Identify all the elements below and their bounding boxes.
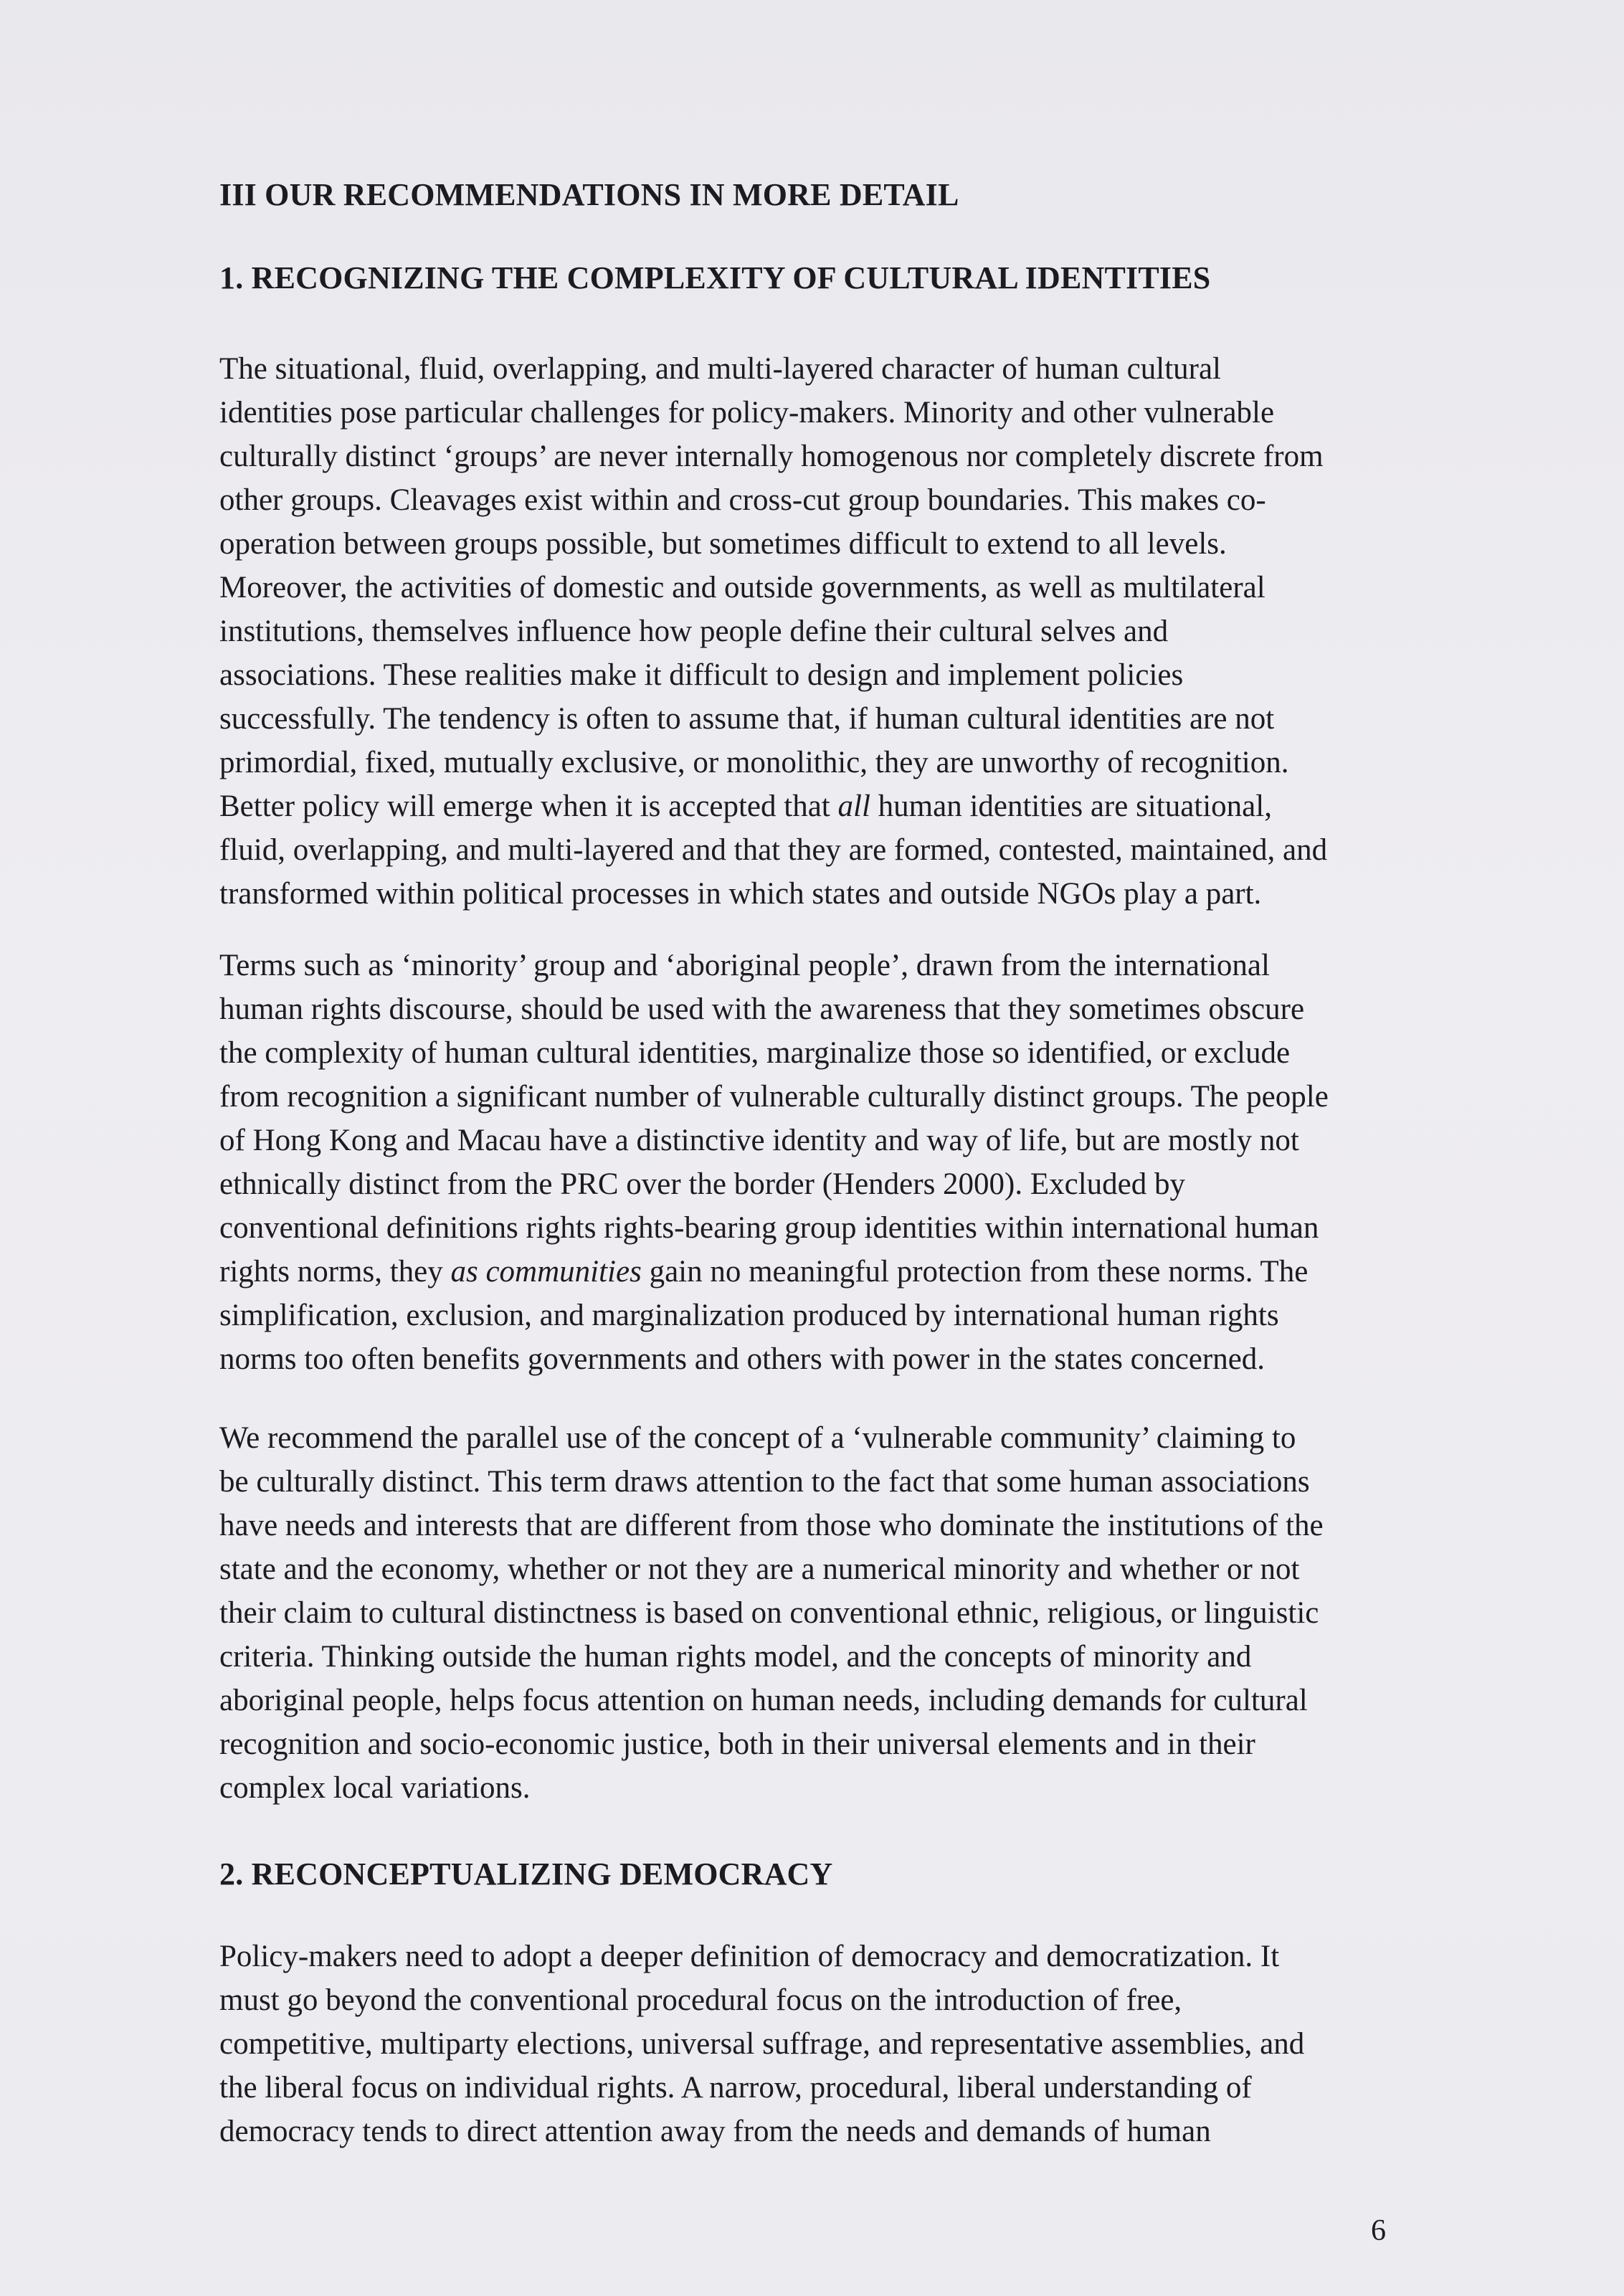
text-line: must go beyond the conventional procedural focus on the introduction of free, [219, 1983, 1182, 2017]
text-line: Moreover, the activities of domestic and outside governments, as well as multilateral [219, 571, 1266, 604]
emphasis: all [837, 789, 870, 823]
text-line: associations. These realities make it difficult to design and implement policies [219, 658, 1184, 692]
text-line: primordial, fixed, mutually exclusive, or monolithic, they are unworthy of recognition. [219, 746, 1289, 779]
text-line: criteria. Thinking outside the human rights model, and the concepts of minority and [219, 1640, 1252, 1674]
text-line: aboriginal people, helps focus attention on human needs, including demands for cultural [219, 1684, 1308, 1717]
text-line: be culturally distinct. This term draws attention to the fact that some human associations [219, 1465, 1310, 1499]
text-line: culturally distinct ‘groups’ are never internally homogenous nor completely discrete from [219, 440, 1324, 473]
paragraph-2 [219, 944, 1532, 1381]
text-line: recognition and socio-economic justice, both in their universal elements and in their [219, 1727, 1255, 1761]
emphasis: as communities [450, 1255, 642, 1289]
text-line: of Hong Kong and Macau have a distinctive identity and way of life, but are mostly not [219, 1124, 1299, 1157]
text-line: the complexity of human cultural identities, marginalize those so identified, or exclude [219, 1036, 1291, 1070]
part-heading: III OUR RECOMMENDATIONS IN MORE DETAIL [219, 177, 959, 212]
section-heading-1: 1. RECOGNIZING THE COMPLEXITY OF CULTURAL IDENTITIES [219, 260, 1211, 295]
text-line: transformed within political processes in which states and outside NGOs play a part. [219, 877, 1262, 911]
text-line: The situational, fluid, overlapping, and multi-layered character of human cultural [219, 352, 1221, 386]
paragraph-1 [219, 347, 1532, 916]
text-line: Policy-makers need to adopt a deeper definition of democracy and democratization. It [219, 1940, 1280, 1973]
text-line: We recommend the parallel use of the concept of a ‘vulnerable community’ claiming to [219, 1421, 1296, 1455]
text-line: norms too often benefits governments and others with power in the states concerned. [219, 1342, 1266, 1376]
text-line: operation between groups possible, but sometimes difficult to extend to all levels. [219, 527, 1227, 561]
paragraph-3 [219, 1416, 1532, 1810]
text-line: Better policy will emerge when it is accepted that all human identities are situational, [219, 789, 1272, 823]
text-line: state and the economy, whether or not they are a numerical minority and whether or not [219, 1552, 1300, 1586]
text-line: complex local variations. [219, 1771, 531, 1805]
text-line: competitive, multiparty elections, universal suffrage, and representative assemblies, and [219, 2027, 1305, 2061]
text-line: institutions, themselves influence how people define their cultural selves and [219, 615, 1169, 648]
paragraph-4 [219, 1935, 1532, 2153]
text-line: fluid, overlapping, and multi-layered and that they are formed, contested, maintained, and [219, 833, 1328, 867]
text-line: other groups. Cleavages exist within and cross-cut group boundaries. This makes co- [219, 483, 1266, 517]
text-line: Terms such as ‘minority’ group and ‘aboriginal people’, drawn from the international [219, 949, 1270, 982]
text-line: have needs and interests that are different from those who dominate the institutions of the [219, 1509, 1324, 1542]
text-line: their claim to cultural distinctness is based on conventional ethnic, religious, or linguistic [219, 1596, 1319, 1630]
text-line: democracy tends to direct attention away from the needs and demands of human [219, 2115, 1211, 2148]
text-line: rights norms, they as communities gain no meaningful protection from these norms. The [219, 1255, 1309, 1289]
text-line: conventional definitions rights rights-bearing group identities within international human [219, 1211, 1319, 1245]
page-number: 6 [1371, 2214, 1386, 2247]
text-line: identities pose particular challenges for policy-makers. Minority and other vulnerable [219, 396, 1275, 430]
text-line: human rights discourse, should be used with the awareness that they sometimes obscure [219, 992, 1305, 1026]
section-heading-2: 2. RECONCEPTUALIZING DEMOCRACY [219, 1856, 833, 1892]
text-line: the liberal focus on individual rights. A narrow, procedural, liberal understanding of [219, 2071, 1252, 2105]
text-line: successfully. The tendency is often to assume that, if human cultural identities are not [219, 702, 1275, 736]
text-line: simplification, exclusion, and marginalization produced by international human rights [219, 1299, 1279, 1332]
text-line: ethnically distinct from the PRC over the border (Henders 2000). Excluded by [219, 1167, 1186, 1201]
text-line: from recognition a significant number of vulnerable culturally distinct groups. The people [219, 1080, 1329, 1114]
